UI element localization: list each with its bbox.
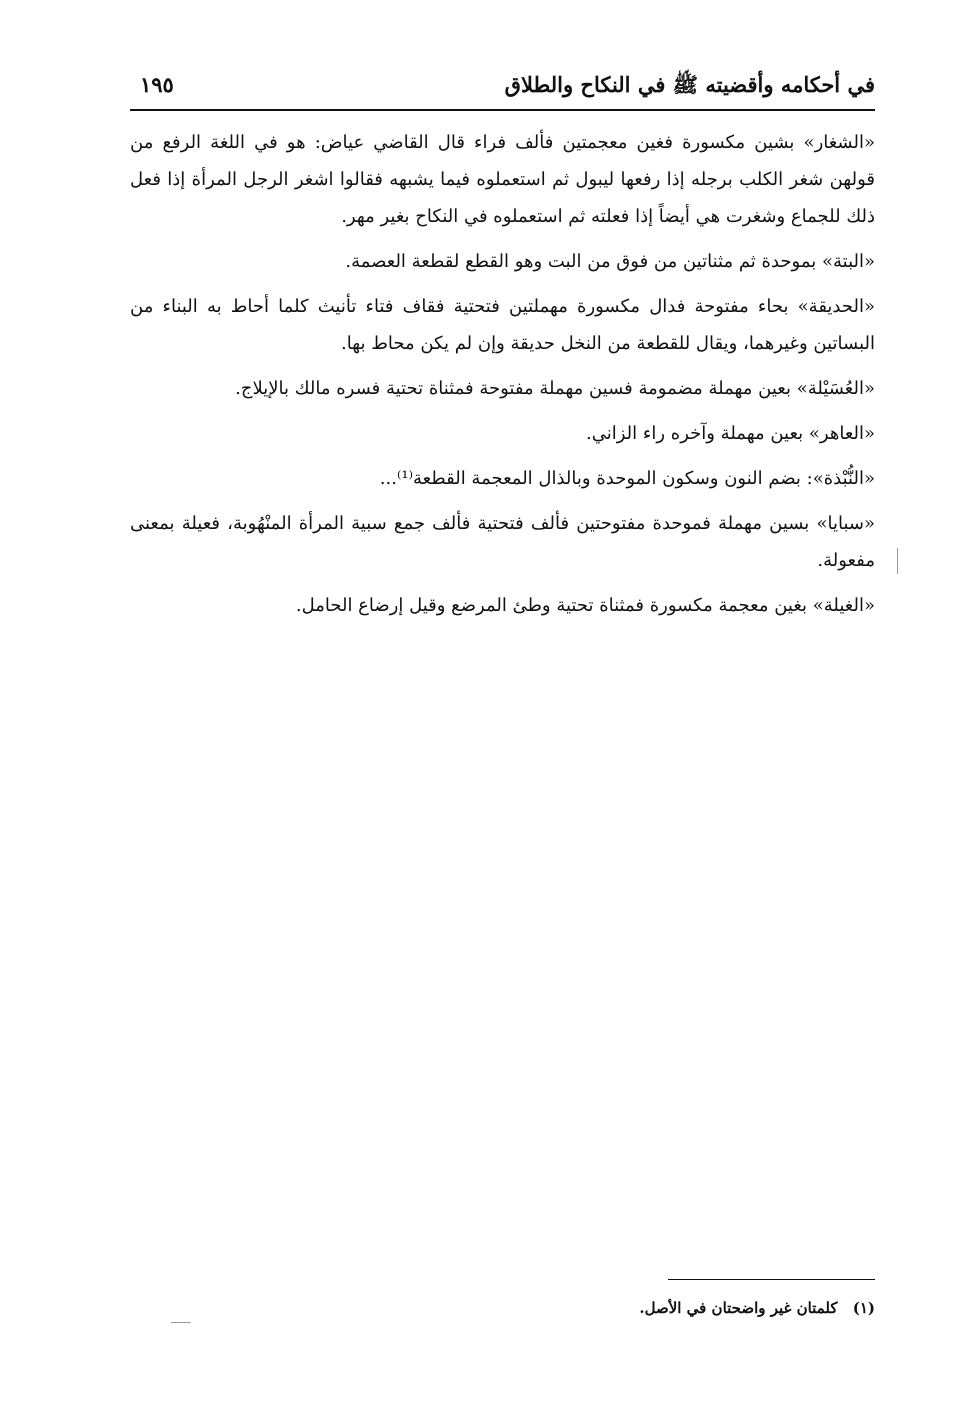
paragraph-shighar: «الشغار» بشين مكسورة فغين معجمتين فألف فراء قال القاضي عياض: هو في اللغة الرفع من قولهن شغر الكلب برجله إذا رفعها ليبول ثم استعملوه فيما يشبهه فقالوا اشغر الرجل المرأة إذا فعل ذلك للجماع وشغرت هي أيضاً إذا فعلته ثم استعملوه في النكاح بغير مهر. [130, 132, 875, 227]
paragraph-alghila: «الغيلة» بغين معجمة مكسورة فمثناة تحتية وطئ المرضع وقيل إرضاع الحامل. [295, 595, 875, 616]
footnote-text: كلمتان غير واضحتان في الأصل. [639, 1299, 838, 1317]
header-divider [130, 109, 875, 111]
footnote-marker: (١) [852, 1299, 875, 1317]
paragraph-alusayla: «العُسَيْلة» بعين مهملة مضمومة فسين مهملة مفتوحة فمثناة تحتية فسره مالك بالإيلاج. [235, 378, 875, 399]
body-text [130, 124, 875, 632]
paragraph-annubdha: «النُّبْذة»: بضم النون وسكون الموحدة وبالذال المعجمة القطعة⁽¹⁾... [379, 468, 875, 489]
footnote-divider [668, 1279, 875, 1280]
paragraph-alhadiqa: «الحديقة» بحاء مفتوحة فدال مكسورة مهملتين فتحتية فقاف فتاء تأنيث كلما أحاط به البناء من البساتين وغيرهما، ويقال للقطعة من النخل حديقة وإن لم يكن محاط بها. [130, 296, 876, 354]
running-title: في أحكامه وأقضيته ﷺ في النكاح والطلاق [504, 72, 875, 97]
margin-dash [171, 1322, 191, 1323]
paragraph-alaahir: «العاهر» بعين مهملة وآخره راء الزاني. [586, 423, 875, 444]
page-header [130, 68, 875, 108]
paragraph-albatta: «البتة» بموحدة ثم مثناتين من فوق من البت وهو القطع لقطعة العصمة. [345, 251, 875, 272]
footnote [130, 1296, 875, 1320]
page-number: ١٩٥ [140, 72, 174, 97]
paragraph-sabaya: «سبايا» بسين مهملة فموحدة مفتوحتين فألف فتحتية فألف جمع سبية المرأة المنْهُوبة، فعيلة بمعنى مفعولة. [130, 513, 875, 571]
margin-mark [897, 548, 898, 574]
